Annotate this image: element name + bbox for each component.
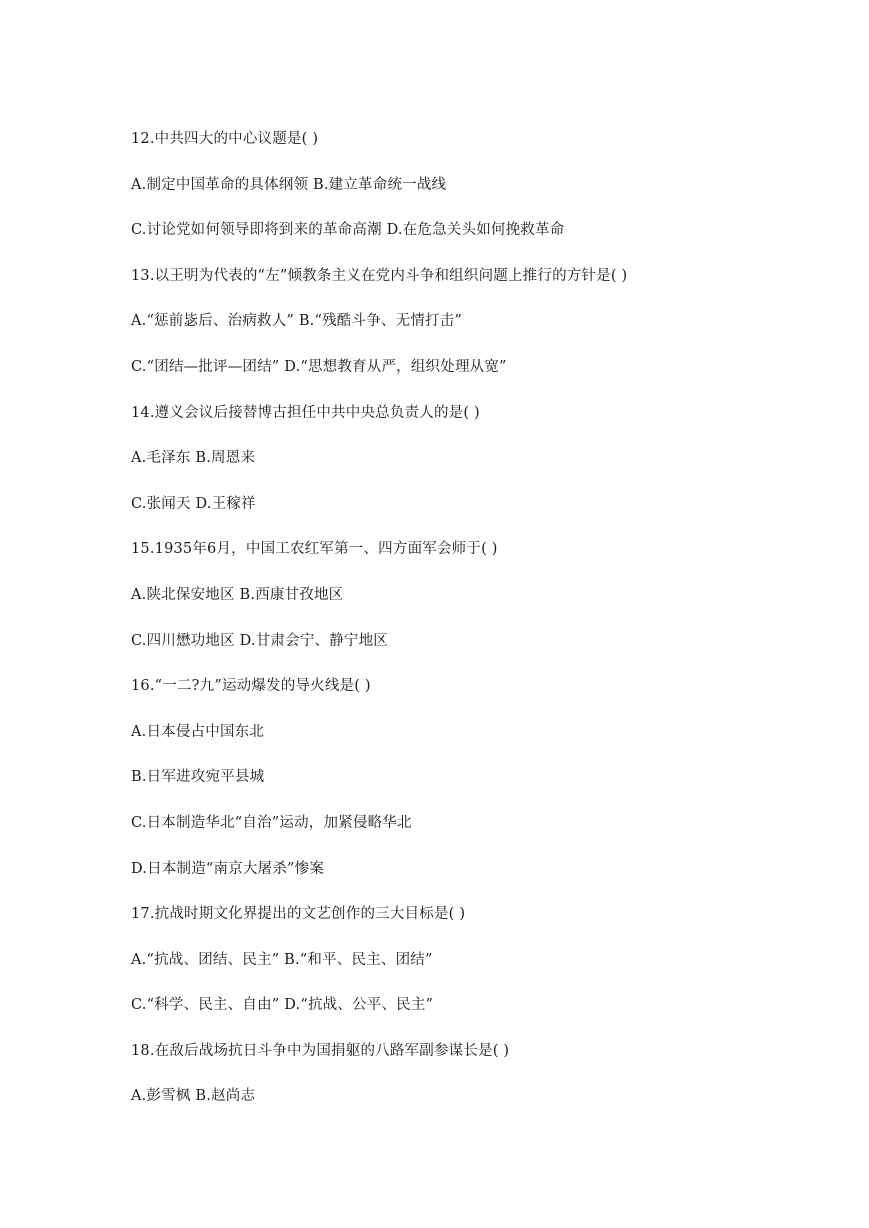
question-12-stem: 12.中共四大的中心议题是( ) xyxy=(131,131,319,147)
question-16-option-a: A.日本侵占中国东北 xyxy=(131,723,265,740)
question-18-options-ab: A.彭雪枫 B.赵尚志 xyxy=(131,1088,256,1105)
question-17-options-ab: A.“抗战、团结、民主” B.“和平、民主、团结” xyxy=(131,951,433,968)
question-12-options-ab: A.制定中国革命的具体纲领 B.建立革命统一战线 xyxy=(131,176,447,193)
question-14-stem: 14.遵义会议后接替博古担任中共中央总负责人的是( ) xyxy=(131,404,480,421)
question-16-option-b: B.日军进攻宛平县城 xyxy=(131,769,265,786)
question-15-stem: 15.1935年6月，中国工农红军第一、四方面军会师于( ) xyxy=(131,541,498,558)
question-14-options-cd: C.张闻天 D.王稼祥 xyxy=(131,495,256,512)
question-13-options-cd: C.“团结—批评—团结” D.“思想教育从严，组织处理从宽” xyxy=(131,358,507,375)
question-16-option-d: D.日本制造“南京大屠杀”惨案 xyxy=(131,860,325,877)
question-13-options-ab: A.“惩前毖后、治病救人” B.“残酷斗争、无情打击” xyxy=(131,313,463,330)
question-17-stem: 17.抗战时期文化界提出的文艺创作的三大目标是( ) xyxy=(131,906,466,923)
question-18-stem: 18.在敌后战场抗日斗争中为国捐躯的八路军副参谋长是( ) xyxy=(131,1042,510,1059)
question-text-block xyxy=(131,128,831,1131)
question-13-stem: 13.以王明为代表的“左”倾教条主义在党内斗争和组织问题上推行的方针是( ) xyxy=(131,267,628,284)
question-14-options-ab: A.毛泽东 B.周恩来 xyxy=(131,450,256,467)
question-17-options-cd: C.“科学、民主、自由” D.“抗战、公平、民主” xyxy=(131,997,434,1014)
question-16-option-c: C.日本制造华北“自治”运动，加紧侵略华北 xyxy=(131,814,412,831)
question-12-options-cd: C.讨论党如何领导即将到来的革命高潮 D.在危急关头如何挽救革命 xyxy=(131,222,565,239)
question-15-options-cd: C.四川懋功地区 D.甘肃会宁、静宁地区 xyxy=(131,632,389,649)
question-16-stem: 16.“一二?九”运动爆发的导火线是( ) xyxy=(131,678,371,695)
question-15-options-ab: A.陕北保安地区 B.西康甘孜地区 xyxy=(131,586,344,603)
